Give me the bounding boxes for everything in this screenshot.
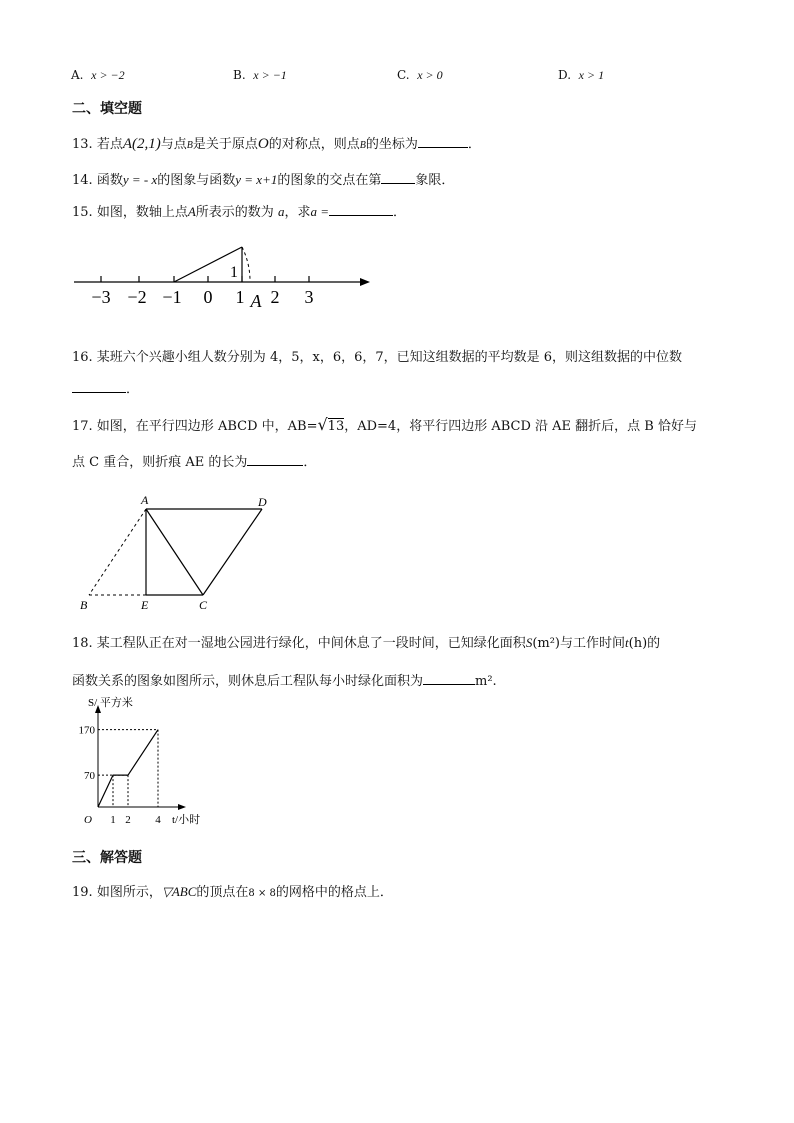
question-17-line2: 点 C 重合，则折痕 AE 的长为 ． xyxy=(72,455,317,470)
number-line-figure xyxy=(68,232,378,312)
compass-arc xyxy=(242,247,250,282)
question-18: 18. 某工程队正在对一湿地公园进行绿化，中间休息了一段时间，已知绿化面积S(m²)与工作时间t(h)的 xyxy=(72,635,661,651)
tick-label: 3 xyxy=(304,287,314,307)
side-ac xyxy=(146,509,203,595)
vertex-e-label: E xyxy=(141,598,149,612)
question-19: 19. 如图所示，▽ABC的顶点在8 × 8的网格中的格点上． xyxy=(72,884,393,900)
vertex-d-label: D xyxy=(258,495,267,509)
point-a-label: A xyxy=(250,291,262,311)
x-axis-arrow-icon xyxy=(178,804,186,810)
y-tick-label: 170 xyxy=(78,724,95,737)
answer-blank[interactable] xyxy=(329,203,393,216)
x-tick-label: 1 xyxy=(110,814,116,826)
tick-marks xyxy=(101,276,309,282)
y-axis-label: S/ 平方米 xyxy=(88,697,133,709)
option-a: A. x > −2 xyxy=(71,68,125,82)
x-tick-label: 2 xyxy=(125,814,131,826)
question-16-line2: ． xyxy=(72,380,139,399)
tick-label: 1 xyxy=(235,287,245,307)
tick-label: −2 xyxy=(127,287,147,307)
vertex-c-label: C xyxy=(199,598,208,612)
height-label: 1 xyxy=(230,264,238,281)
question-17: 17. 如图，在平行四边形 ABCD 中，AB=√13，AD=4，将平行四边形 ABCD 沿 AE 翻折后，点 B 恰好与 xyxy=(72,415,697,434)
parallelogram-figure xyxy=(75,490,285,615)
tick-label: 0 xyxy=(203,287,213,307)
side-dc xyxy=(203,509,262,595)
axis-arrow-icon xyxy=(360,278,370,286)
answer-blank[interactable] xyxy=(72,380,126,393)
guide-lines xyxy=(98,730,158,807)
area-time-chart xyxy=(60,692,220,832)
option-d: D. x > 1 xyxy=(558,68,605,82)
tick-label: 2 xyxy=(270,287,280,307)
x-tick-label: 4 xyxy=(155,814,161,826)
question-18-line2: 函数关系的图象如图所示，则休息后工程队每小时绿化面积为 m². xyxy=(72,674,497,689)
tick-label: −1 xyxy=(162,287,182,307)
section-heading-fill-blank: 二、填空题 xyxy=(72,101,142,117)
section-heading-solve: 三、解答题 xyxy=(72,850,142,866)
option-b: B. x > −1 xyxy=(233,68,287,82)
tick-label: −3 xyxy=(91,287,111,307)
answer-blank[interactable] xyxy=(423,672,475,685)
question-15: 15. 如图，数轴上点A所表示的数为 a，求a = ． xyxy=(72,204,407,220)
answer-blank[interactable] xyxy=(247,453,303,466)
vertex-b-label: B xyxy=(80,598,88,612)
question-14: 14. 函数y = - x的图象与函数y = x+1的图象的交点在第 象限． xyxy=(72,172,455,188)
dashed-ab xyxy=(89,509,146,595)
option-c: C. x > 0 xyxy=(397,68,443,82)
origin-label: O xyxy=(84,814,92,826)
answer-blank[interactable] xyxy=(418,135,468,148)
question-16: 16. 某班六个兴趣小组人数分别为 4，5，x，6，6，7，已知这组数据的平均数是 6，则这组数据的中位数 xyxy=(72,350,683,365)
question-13: 13. 若点A(2,1)与点B是关于原点O的对称点，则点B的坐标为 ． xyxy=(72,136,481,152)
x-axis-label: t/小时 xyxy=(172,814,201,826)
vertex-a-label: A xyxy=(141,493,149,507)
answer-blank[interactable] xyxy=(381,171,415,184)
y-tick-label: 70 xyxy=(84,770,95,783)
